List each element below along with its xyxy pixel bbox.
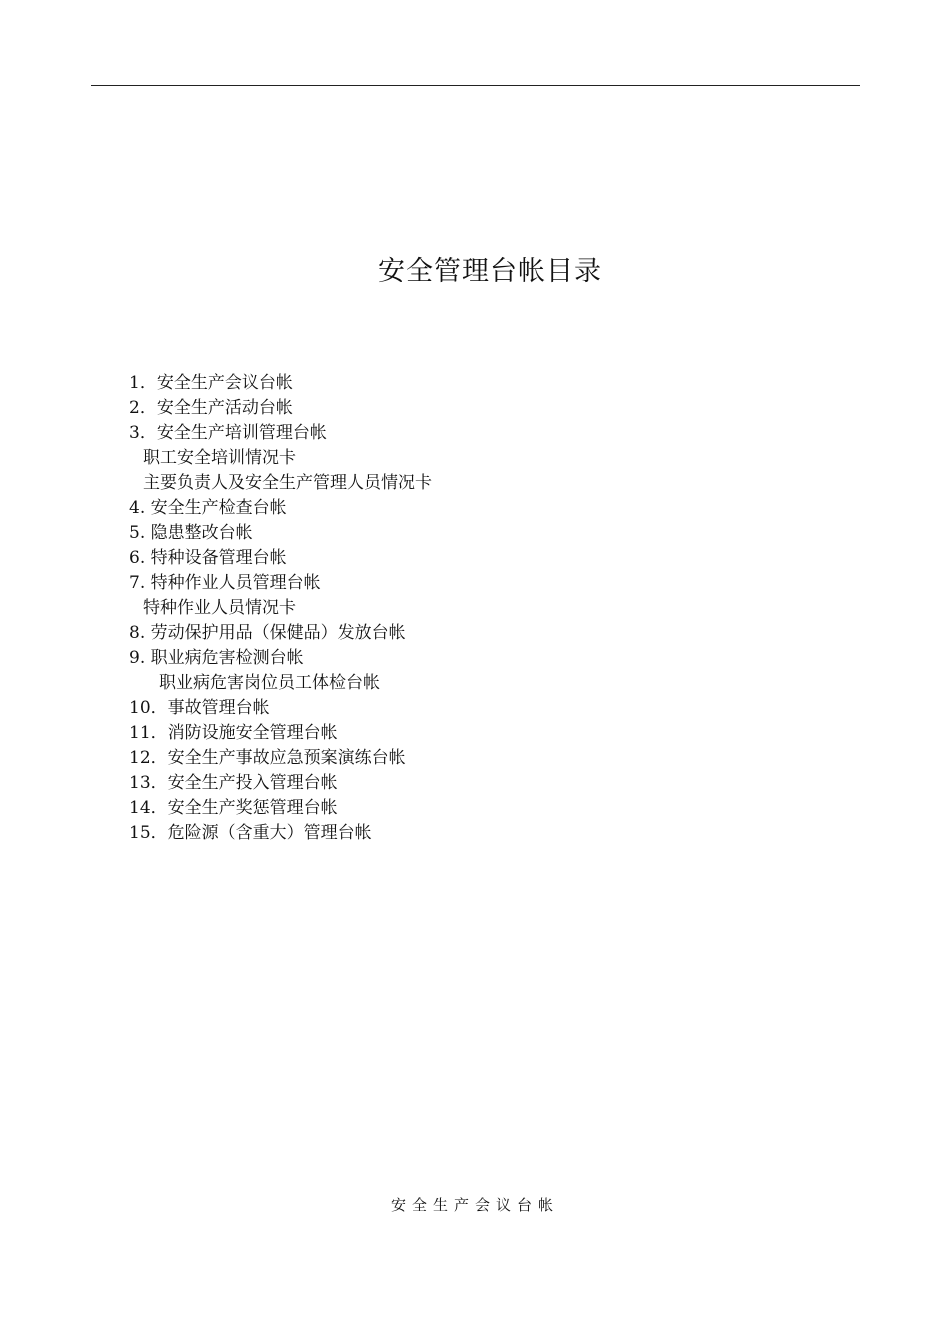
header-rule — [91, 85, 860, 86]
toc-item: 6. 特种设备管理台帐 — [129, 548, 287, 568]
table-of-contents — [129, 371, 432, 846]
toc-item: 7. 特种作业人员管理台帐 — [129, 573, 321, 593]
toc-item: 1．安全生产会议台帐 — [129, 373, 293, 393]
toc-item: 13．安全生产投入管理台帐 — [129, 773, 338, 793]
toc-subitem: 职业病危害岗位员工体检台帐 — [159, 673, 380, 693]
toc-item: 15．危险源（含重大）管理台帐 — [129, 823, 372, 843]
toc-subitem: 主要负责人及安全生产管理人员情况卡 — [143, 473, 432, 493]
toc-item: 9. 职业病危害检测台帐 — [129, 648, 304, 668]
toc-item: 12．安全生产事故应急预案演练台帐 — [129, 748, 406, 768]
toc-item: 5. 隐患整改台帐 — [129, 523, 253, 543]
toc-item: 11．消防设施安全管理台帐 — [129, 723, 338, 743]
toc-item: 14．安全生产奖惩管理台帐 — [129, 798, 338, 818]
toc-item: 4. 安全生产检查台帐 — [129, 498, 287, 518]
toc-item: 10．事故管理台帐 — [129, 698, 270, 718]
section-heading: 安全生产会议台帐 — [390, 1196, 559, 1214]
toc-subitem: 特种作业人员情况卡 — [143, 598, 296, 618]
page-title: 安全管理台帐目录 — [378, 256, 602, 287]
toc-subitem: 职工安全培训情况卡 — [143, 448, 296, 468]
toc-item: 3．安全生产培训管理台帐 — [129, 423, 327, 443]
toc-item: 8. 劳动保护用品（保健品）发放台帐 — [129, 623, 406, 643]
toc-item: 2．安全生产活动台帐 — [129, 398, 293, 418]
